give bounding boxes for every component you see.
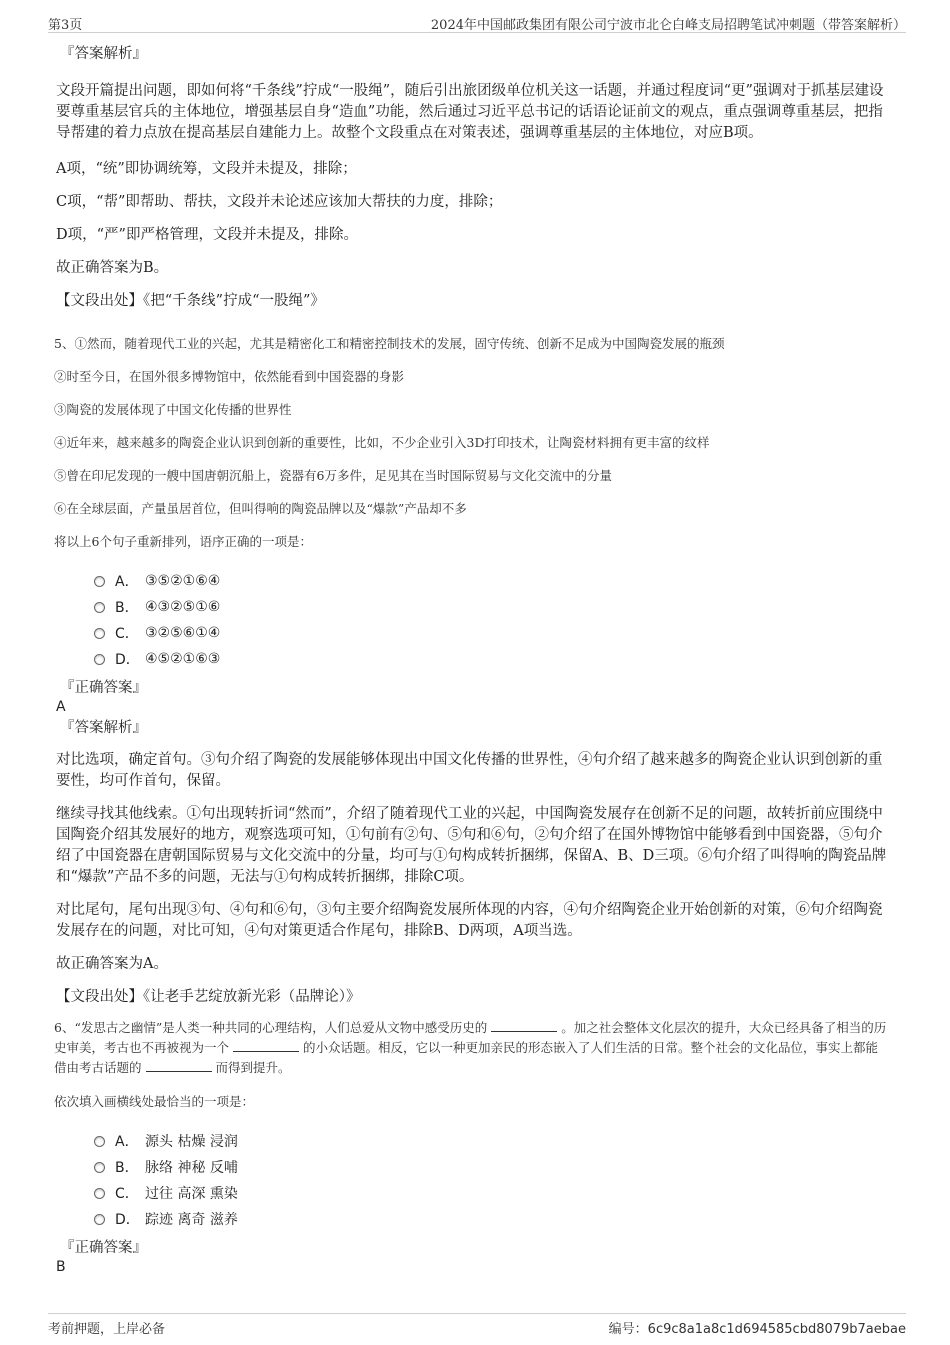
document-title: 2024年中国邮政集团有限公司宁波市北仑白峰支局招聘笔试冲刺题（带答案解析） <box>430 18 906 33</box>
fill-blank-1 <box>491 1019 557 1032</box>
q4-answer-line: 故正确答案为B。 <box>56 260 169 276</box>
radio-icon[interactable] <box>94 628 105 639</box>
q5-analysis-label: 『答案解析』 <box>60 720 147 736</box>
radio-icon[interactable] <box>94 576 105 587</box>
q4-analysis-para4: D项，“严”即严格管理，文段并未提及，排除。 <box>56 227 358 243</box>
fill-blank-2 <box>233 1039 299 1052</box>
q5-source: 【文段出处】《让老手艺绽放新光彩（品牌论）》 <box>56 989 361 1005</box>
q5-sentence-6: ⑥在全球层面，产量虽居首位，但叫得响的陶瓷品牌以及“爆款”产品却不多 <box>54 501 467 516</box>
page-number: 第3页 <box>48 18 83 33</box>
option-text: 脉络 神秘 反哺 <box>145 1160 238 1176</box>
q4-source: 【文段出处】《把“千条线”拧成“一股绳”》 <box>56 293 325 309</box>
radio-icon[interactable] <box>94 654 105 665</box>
q6-options <box>94 1128 890 1232</box>
q6-option-b[interactable] <box>94 1154 890 1180</box>
q6-stem-part1: 6、“发思古之幽情”是人类一种共同的心理结构，人们总爱从文物中感受历史的 <box>54 1020 488 1035</box>
q5-option-b[interactable] <box>94 594 890 620</box>
option-text: 过往 高深 熏染 <box>145 1186 238 1202</box>
radio-icon[interactable] <box>94 1188 105 1199</box>
option-letter: D． <box>115 1212 140 1228</box>
q5-sentence-3: ③陶瓷的发展体现了中国文化传播的世界性 <box>54 402 292 417</box>
footer-code-label: 编号： <box>608 1322 648 1337</box>
q5-option-c[interactable] <box>94 620 890 646</box>
q5-correct-answer: A <box>56 699 66 715</box>
option-text: ③⑤②①⑥④ <box>145 573 221 589</box>
radio-icon[interactable] <box>94 1214 105 1225</box>
q5-sentence-4: ④近年来，越来越多的陶瓷企业认识到创新的重要性，比如，不少企业引入3D打印技术，让陶瓷材料拥有更丰富的纹样 <box>54 435 710 450</box>
option-text: ④⑤②①⑥③ <box>145 651 221 667</box>
q6-stem-part4: 而得到提升。 <box>215 1060 291 1075</box>
option-letter: D． <box>115 652 140 668</box>
q5-analysis-para2: 继续寻找其他线索。①句出现转折词“然而”，介绍了随着现代工业的兴起，中国陶瓷发展存在创新不足的问题，故转折前应围绕中国陶瓷介绍其发展好的地方，观察选项可知，①句前有②句、⑤句和⑥句，②句介绍了在国外博物馆中能够看到中国瓷器，⑤句介绍了中国瓷器在唐朝国际贸易与文化交流中的分量，均可与①句构成转折捆绑，保留A、B、D三项。⑥句介绍了叫得响的陶瓷品牌和“爆款”产品不多的问题，无法与①句构成转折捆绑，排除C项。 <box>56 806 887 885</box>
footer-code <box>609 1318 906 1337</box>
q6-option-d[interactable] <box>94 1206 890 1232</box>
radio-icon[interactable] <box>94 602 105 613</box>
q5-analysis-para3: 对比尾句，尾句出现③句、④句和⑥句，③句主要介绍陶瓷发展所体现的内容，④句介绍陶瓷企业开始创新的对策，⑥句介绍陶瓷发展存在的问题，对比可知，④句对策更适合作尾句，排除B、D两项，A项当选。 <box>56 902 883 939</box>
q5-sentence-2: ②时至今日，在国外很多博物馆中，依然能看到中国瓷器的身影 <box>54 369 405 384</box>
question-5 <box>54 334 890 672</box>
q5-sentence-5: ⑤曾在印尼发现的一艘中国唐朝沉船上，瓷器有6万多件，足见其在当时国际贸易与文化交流中的分量 <box>54 468 612 483</box>
option-text: 源头 枯燥 浸润 <box>145 1134 238 1150</box>
page-footer <box>48 1313 906 1336</box>
q4-analysis-para3: C项，“帮”即帮助、帮扶，文段并未论述应该加大帮扶的力度，排除； <box>56 194 503 210</box>
q5-option-a[interactable] <box>94 568 890 594</box>
q5-answer-line: 故正确答案为A。 <box>56 956 168 972</box>
q4-analysis-para1: 文段开篇提出问题，即如何将“千条线”拧成“一股绳”，随后引出旅团级单位机关这一话题，并通过程度词“更”强调对于抓基层建设要尊重基层官兵的主体地位，增强基层自身“造血”功能，然后通过习近平总书记的话语论证前文的观点，重点强调尊重基层，把指导帮建的着力点放在提高基层自建能力上。故整个文段重点在对策表述，强调尊重基层的主体地位，对应B项。 <box>56 83 884 141</box>
page-content <box>56 44 890 1276</box>
q6-correct-answer: B <box>56 1259 66 1275</box>
question-6 <box>54 1018 890 1232</box>
q5-correct-label: 『正确答案』 <box>60 680 147 696</box>
option-letter: B． <box>115 600 139 616</box>
q5-option-d[interactable] <box>94 646 890 672</box>
q5-sentence-1: 5、①然而，随着现代工业的兴起，尤其是精密化工和精密控制技术的发展，固守传统、创新不足成为中国陶瓷发展的瓶颈 <box>54 336 725 351</box>
q5-options <box>94 568 890 672</box>
footer-slogan: 考前押题，上岸必备 <box>48 1322 166 1337</box>
option-text: ④③②⑤①⑥ <box>145 599 221 615</box>
option-letter: A． <box>115 1134 139 1150</box>
q4-analysis-label: 『答案解析』 <box>60 46 147 62</box>
q6-option-a[interactable] <box>94 1128 890 1154</box>
q5-analysis-para1: 对比选项，确定首句。③句介绍了陶瓷的发展能够体现出中国文化传播的世界性，④句介绍了越来越多的陶瓷企业认识到创新的重要性，均可作首句，保留。 <box>56 752 883 789</box>
q5-prompt: 将以上6个句子重新排列，语序正确的一项是： <box>54 534 312 549</box>
q6-stem-part2: 。加之社会整体文化层次的提升，大众已经具备了相当的历史审美，考古也不再被视为一个 <box>54 1020 887 1055</box>
q6-stem-part3: 的小众话题。相反，它以一种更加亲民的形态嵌入了人们生活的日常。整个社会的文化品位，事实上都能借由考古话题的 <box>54 1040 878 1075</box>
footer-code-value: 6c9c8a1a8c1d694585cbd8079b7aebae <box>647 1322 906 1337</box>
radio-icon[interactable] <box>94 1136 105 1147</box>
option-letter: A． <box>115 574 139 590</box>
q6-prompt: 依次填入画横线处最恰当的一项是： <box>54 1094 255 1109</box>
q6-stem <box>54 1018 890 1078</box>
page-header <box>48 12 906 33</box>
option-text: ③②⑤⑥①④ <box>145 625 221 641</box>
option-letter: C． <box>115 1186 139 1202</box>
fill-blank-3 <box>146 1059 212 1072</box>
option-letter: C． <box>115 626 139 642</box>
option-text: 踪迹 离奇 滋养 <box>145 1212 238 1228</box>
q6-option-c[interactable] <box>94 1180 890 1206</box>
q6-correct-label: 『正确答案』 <box>60 1240 147 1256</box>
option-letter: B． <box>115 1160 139 1176</box>
radio-icon[interactable] <box>94 1162 105 1173</box>
q4-analysis-para2: A项，“统”即协调统筹，文段并未提及，排除； <box>56 161 357 177</box>
